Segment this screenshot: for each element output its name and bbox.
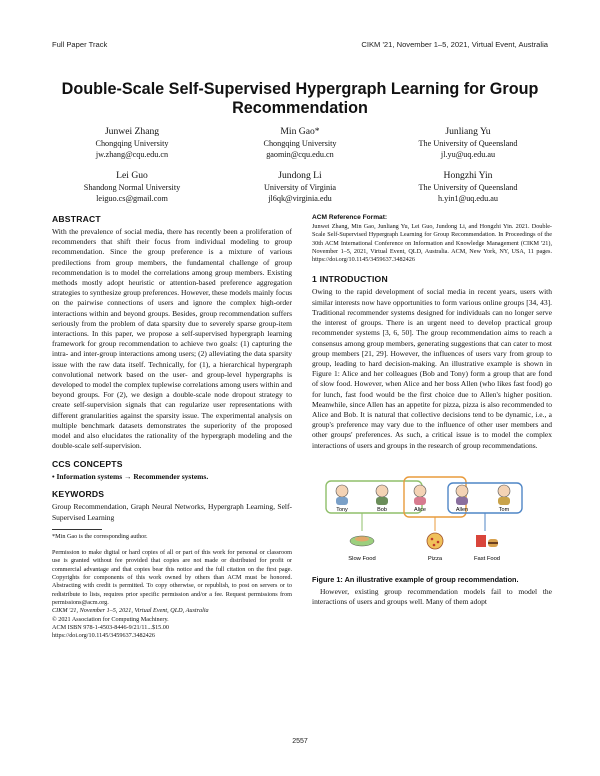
author-name: Lei Guo [116, 170, 148, 181]
author-name: Hongzhi Yin [443, 170, 493, 181]
author-name: Junwei Zhang [104, 126, 160, 137]
introduction-text: Owing to the rapid development of social media in recent years, users with similar interests now have opportunities to form various online groups [34, 43]. Traditional recommender systems designed for individuals can no longer serve the interest of groups. There is an urgent need to develop practical group recommender systems [3, 6, 50]. The group recommendation aims to reach a consensus among group members, generating suggestions that can cater to most group members [21, 29]. However, the influences of users vary from group to group, leading to hard decision-making. An illustrative example is shown in Figure 1: Alice and her colleagues (Bob and Tony) form a group that are fond of slow food. However, when Alice and her boss Allen (who likes fast food) go for lunch, fast food would be the first choice due to Allen's higher position. Meanwhile, since Allen has an appetite for pizza, pizza is also recommended to Alice and Bob. It is natural that collective decisions tend to be dynamic, i.e., a group's preference may vary due to the influence of other user members and other groups' preferences. As such, a critical issue is to model the complex interactions of users and groups in the research of group recommendations. [312, 287, 552, 450]
author-affiliation: The University of Queensland [418, 183, 518, 192]
user-avatar [498, 485, 510, 513]
author-email[interactable]: jl.yu@uq.edu.au [440, 150, 496, 159]
keywords-text: Group Recommendation, Graph Neural Networks, Hypergraph Learning, Self-Supervised Learning [52, 502, 292, 522]
reference-format-heading: ACM Reference Format: [312, 214, 388, 221]
author-email[interactable]: h.yin1@uq.edu.au [437, 194, 499, 203]
author-name: Junliang Yu [445, 126, 491, 137]
user-avatar [336, 485, 348, 513]
author-row-1 [48, 126, 552, 160]
author-affiliation: Chongqing University [263, 139, 337, 148]
pizza-icon [427, 533, 443, 549]
page-number: 2557 [292, 738, 308, 745]
author-name: Jundong Li [278, 170, 322, 181]
food-label: Slow Food [348, 555, 376, 562]
author-affiliation: Shandong Normal University [83, 183, 181, 192]
author-name: Min Gao* [280, 126, 320, 137]
user-avatar [414, 485, 426, 513]
author-email[interactable]: leiguo.cs@gmail.com [96, 194, 168, 203]
author-block [216, 170, 384, 204]
abstract-heading: ABSTRACT [52, 214, 101, 224]
food-label: Pizza [427, 555, 443, 562]
isbn-line: ACM ISBN 978-1-4503-8446-9/21/11...$15.00 [52, 623, 169, 631]
reference-format-text: Junwei Zhang, Min Gao, Junliang Yu, Lei Guo, Jundong Li, and Hongzhi Yin. 2021. Double-Scale Self-Supervised Hypergraph Learning for Group Recommendation. In Proceedings of the 30th ACM International Conference on Information and Knowledge Management (CIKM '21), November 1–5, 2021, Virtual Event, QLD, Australia. ACM, New York, NY, USA, 11 pages. https://doi.org/10.1145/3459637.3482426 [312, 223, 552, 264]
group-recommendation-illustration [312, 461, 552, 571]
user-label: Bob [377, 506, 387, 513]
author-block [48, 170, 216, 204]
doi-link[interactable]: https://doi.org/10.1145/3459637.3482426 [52, 632, 155, 640]
author-affiliation: University of Virginia [264, 183, 336, 192]
ccs-text: • Information systems → Recommender systems. [52, 472, 209, 482]
conference-line: CIKM '21, November 1–5, 2021, Virtual Event, QLD, Australia [52, 607, 209, 615]
user-avatar [456, 485, 468, 513]
user-label: Tom [498, 506, 510, 513]
after-figure-text: However, existing group recommendation models fail to model the interactions of users and groups well. Many of them adopt [312, 586, 552, 606]
introduction-heading: 1 INTRODUCTION [312, 274, 388, 285]
right-column [312, 214, 552, 607]
author-block [384, 126, 552, 160]
ccs-heading: CCS CONCEPTS [52, 459, 123, 470]
footnote-rule [52, 529, 102, 530]
footnote: *Min Gao is the corresponding author. [52, 532, 148, 540]
author-affiliation: The University of Queensland [418, 139, 518, 148]
user-label: Alice [414, 506, 426, 513]
author-affiliation: Chongqing University [95, 139, 169, 148]
fast-food-icon [476, 535, 498, 547]
figure-caption: Figure 1: An illustrative example of group recommendation. [312, 574, 519, 584]
copyright-line: © 2021 Association for Computing Machinery. [52, 615, 169, 623]
running-header-right: CIKM '21, November 1–5, 2021, Virtual Event, Australia [361, 40, 548, 49]
paper-title: Double-Scale Self-Supervised Hypergraph Learning for Group Recommendation [61, 80, 539, 117]
author-block [216, 126, 384, 160]
keywords-heading: KEYWORDS [52, 489, 105, 500]
user-avatar [376, 485, 388, 513]
author-row-2 [48, 170, 552, 204]
running-header-left: Full Paper Track [52, 40, 108, 49]
author-block [48, 126, 216, 160]
author-email[interactable]: jw.zhang@cqu.edu.cn [95, 150, 169, 159]
author-block [384, 170, 552, 204]
left-column [52, 214, 292, 640]
author-email[interactable]: jl6qk@virginia.edu [268, 194, 332, 203]
user-label: Allen [455, 506, 469, 513]
food-label: Fast Food [473, 555, 501, 562]
figure-1 [312, 461, 552, 571]
user-label: Tony [336, 506, 348, 513]
permission-notice: Permission to make digital or hard copies of all or part of this work for personal or classroom use is granted without fee provided that copies are not made or distributed for profit or commercial advantage and that copies bear this notice and the full citation on the first page. Copyrights for components of this work owned by others than ACM must be honored. Abstracting with credit is permitted. To copy otherwise, or republish, to post on servers or to redistribute to lists, requires prior specific permission and/or a fee. Request permissions from permissions@acm.org. [52, 549, 292, 606]
author-email[interactable]: gaomin@cqu.edu.cn [266, 150, 334, 159]
abstract-text: With the prevalence of social media, there has recently been a proliferation of recommenders that shift their focus from individual modeling to group recommendation. Since the group preference is a mixture of various predilections from group members, the fundamental challenge of group recommendation is to model the correlations among group members. Existing methods mostly adopt heuristic or attention-based preference aggregation strategies to synthesize group preferences. However, these models mainly focus on the pairwise connections of users and ignore the complex high-order interactions within and beyond groups. Besides, group recommendation suffers seriously from the problem of data sparsity due to severely sparse group-item interactions. In this paper, we propose a self-supervised hypergraph learning framework for group recommendation to achieve two goals: (1) capturing the intra- and inter-group interactions among users; (2) alleviating the data sparsity issue with the raw data itself. Technically, for (1), a hierarchical hypergraph convolutional network based on the user- and group-level hypergraphs is developed to model the complex tuplewise correlations among users within and beyond groups. For (2), we design a double-scale node dropout strategy to create self-supervision signals that can regularize user representations with different granularities against the sparsity issue. The experimental analysis on multiple benchmark datasets demonstrates the superiority of the proposed model and also elucidates the rationality of the hypergraph modeling and the double-scale self-supervision. [52, 227, 292, 451]
slow-food-icon [350, 536, 374, 546]
